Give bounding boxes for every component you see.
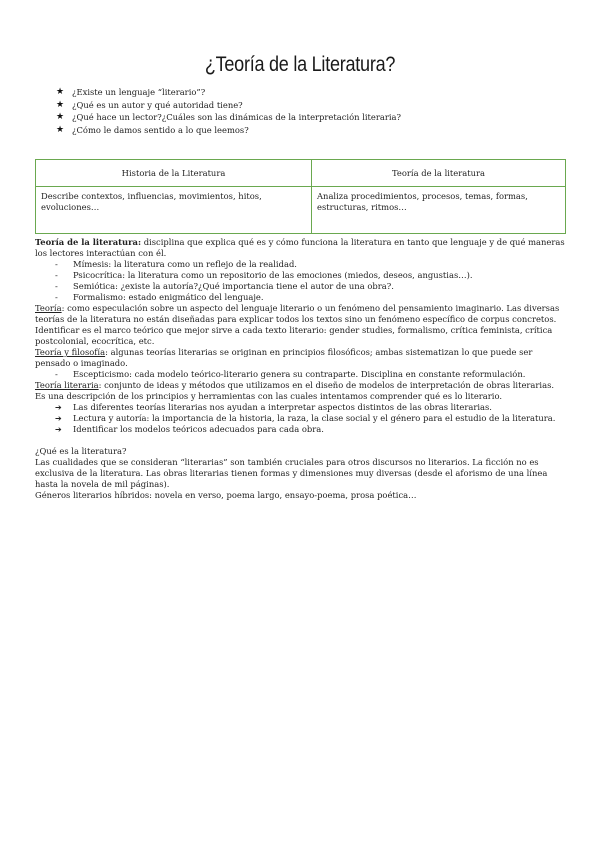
term-teoria-literatura: Teoría de la literatura: [35, 237, 142, 247]
list-item [35, 413, 566, 424]
star-bullet-icon: ★ [56, 99, 65, 110]
list-item [35, 402, 566, 413]
paragraph-teoria-filosofia [35, 347, 566, 369]
comparison-table [35, 159, 566, 234]
dash-bullet: - [55, 292, 58, 302]
list-item [35, 424, 566, 435]
table-cell-theory: Analiza procedimientos, procesos, temas, formas, estructuras, ritmos… [312, 187, 566, 234]
paragraph-teoria-literaria [35, 380, 566, 402]
question-list [56, 86, 401, 137]
list-item [35, 369, 566, 380]
list-item-text: Identificar los modelos teóricos adecuados para cada obra. [73, 424, 324, 434]
arrow-bullet-icon: ➔ [55, 403, 62, 412]
star-bullet-icon: ★ [56, 87, 65, 97]
term-teoria-literaria: Teoría literaria [35, 380, 99, 390]
list-item-text: Lectura y autoría: la importancia de la historia, la raza, la clase social y el género para el estudio de la literatura. [73, 413, 556, 423]
definition-text: disciplina que explica qué es y cómo funciona la literatura en tanto que lenguaje y de qué maneras los lectores interactúan con él. [35, 237, 565, 258]
table-row [36, 187, 566, 234]
page-title: ¿Teoría de la Literatura? [204, 53, 396, 76]
arrow-bullet-icon: ➔ [55, 425, 62, 434]
list-item [56, 99, 401, 112]
list-item-text: Psicocrítica: la literatura como un repositorio de las emociones (miedos, deseos, angustias…). [73, 270, 473, 280]
paragraph-literatura: Las cualidades que se consideran “literarias” son también cruciales para otros discursos no literarios. La ficción no es exclusiva de la literatura. Las obras literarias tienen formas y dimensiones muy diversas (desde el aforismo de una línea hasta la novela de mil páginas). [35, 457, 548, 489]
term-teoria-filosofia: Teoría y filosofía [35, 347, 106, 357]
table-header-theory: Teoría de la literatura [312, 160, 566, 187]
dash-bullet: - [55, 281, 58, 291]
paragraph-teoria [35, 303, 566, 347]
term-teoria: Teoría [35, 303, 62, 313]
question-text: ¿Cómo le damos sentido a lo que leemos? [72, 125, 249, 136]
table-header-row [36, 160, 566, 187]
list-item-text: Formalismo: estado enigmático del lenguaje. [73, 292, 264, 302]
paragraph-generos: Géneros literarios híbridos: novela en verso, poema largo, ensayo-poema, prosa poética… [35, 490, 417, 500]
dash-bullet: - [55, 369, 58, 379]
document-body [35, 237, 566, 501]
star-bullet-icon: ★ [56, 125, 65, 136]
definition-text: : como especulación sobre un aspecto del lenguaje literario o un fenómeno del pensamiento imaginario. Las diversas teorías de la literatura no están diseñadas para explicar todos los textos sino un fenómeno específico de corpus concretos. Identificar es el marco teórico que mejor sirve a cada texto literario: gender studies, formalismo, crítica feminista, crítica postcolonial, ecocrítica, etc. [35, 303, 560, 346]
list-item [35, 259, 566, 270]
question-text: ¿Qué hace un lector?¿Cuáles son las dinámicas de la interpretación literaria? [72, 112, 402, 123]
list-item-text: Las diferentes teorías literarias nos ayudan a interpretar aspectos distintos de las obras literarias. [73, 402, 492, 412]
list-item-text: Escepticismo: cada modelo teórico-literario genera su contraparte. Disciplina en constante reformulación. [73, 369, 526, 379]
list-item [35, 281, 566, 292]
list-item [56, 124, 401, 137]
definition-text: : algunas teorías literarias se originan en principios filosóficos; ambas sistematizan lo que puede ser pensado o imaginado. [35, 347, 533, 368]
paragraph-teoria-literatura [35, 237, 566, 259]
table-cell-history: Describe contextos, influencias, movimientos, hitos, evoluciones… [36, 187, 312, 234]
dash-bullet: - [55, 259, 58, 269]
star-bullet-icon: ★ [56, 112, 65, 123]
list-item-text: Semiótica: ¿existe la autoría?¿Qué importancia tiene el autor de una obra?. [73, 281, 394, 291]
list-item [35, 270, 566, 281]
list-item [56, 86, 401, 99]
table-header-history: Historia de la Literatura [36, 160, 312, 187]
list-item [35, 292, 566, 303]
dash-bullet: - [55, 270, 58, 280]
list-item [56, 111, 401, 124]
definition-text: : conjunto de ideas y métodos que utilizamos en el diseño de modelos de interpretación de obras literarias. Es una descripción de los principios y herramientas con las cuales intentamos comprender qué es lo literario. [35, 380, 555, 401]
question-text: ¿Qué es un autor y qué autoridad tiene? [72, 99, 243, 110]
question-text: ¿Existe un lenguaje “literario”? [72, 87, 206, 97]
arrow-bullet-icon: ➔ [55, 414, 62, 423]
section-question: ¿Qué es la literatura? [35, 446, 127, 456]
list-item-text: Mímesis: la literatura como un reflejo de la realidad. [73, 259, 297, 269]
